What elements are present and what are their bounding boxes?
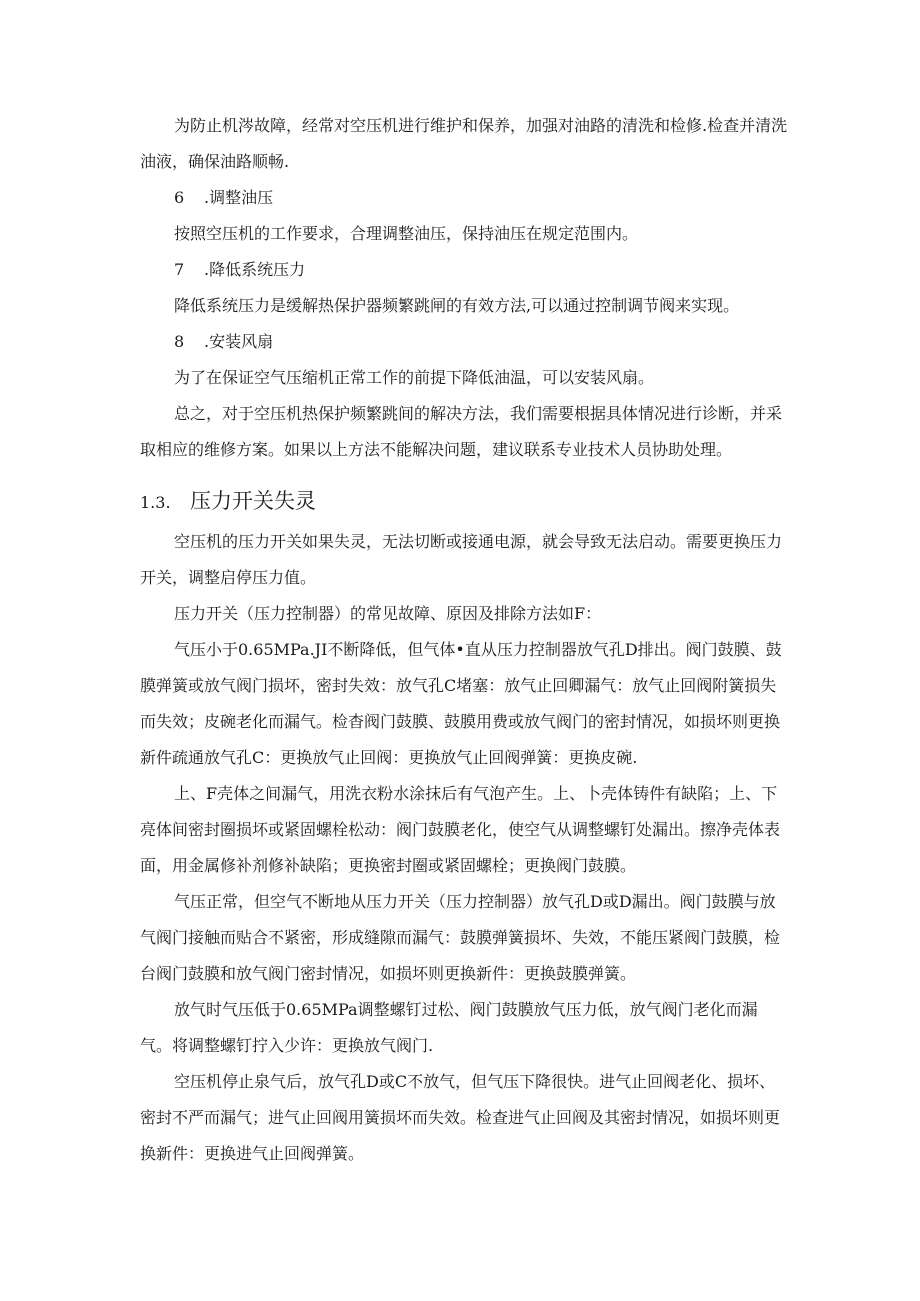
paragraph-install-fan: 为了在保证空气压缩机正常工作的前提下降低油温，可以安装风扇。 [174,368,655,387]
list-item-number: 6 [174,188,185,207]
list-item-number: 7 [174,260,185,279]
paragraph-lower-system-pressure: 降低系统压力是缓解热保护器频繁跳闸的有效方法,可以通过控制调节阀来实现。 [174,296,740,315]
paragraph-fault-housing-leak: 上、F壳体之间漏气，用洗衣粉水涂抹后有气泡产生。上、卜壳体铸件有缺陷；上、下亮体间密封圈损坏或紧固螺栓松动：阀门鼓膜老化，使空气从调整螺钉处漏出。擦净壳体表面，用金属修补剂修补缺陷；更换密封圈或紧固螺栓；更换阀门鼓膜。 [140,784,781,875]
paragraph-fault-low-pressure: 气压小于0.65MPa.JI不断降低，但气体•直从压力控制器放气孔D排出。阀门鼓膜、鼓膜弹簧或放气阀门损坏，密封失效：放气孔C堵塞：放气止回卿漏气：放气止回阀附簧损失而失效；皮碗老化而漏气。检杳阀门鼓膜、鼓膜用费或放气阀门的密封情况，如损坏则更换新件疏通放气孔C：更换放气止回阀：更换放气止回阀弹簧：更换皮碗. [140,640,782,767]
list-item-install-fan [174,324,273,360]
paragraph-fault-pressure-drop: 空压机停止泉气后，放气孔D或C不放气，但气压下降很快。进气止回阀老化、损坏、密封不严而漏气；进气止回阀用簧损坏而失效。检查进气止回阀及其密封情况，如损坏则更换新件：更换进气止回阀弹簧。 [140,1072,781,1163]
list-item-label: .降低系统压力 [204,260,306,279]
paragraph-oil-maintenance: 为防止机涔故障，经常对空压机进行维护和保养，加强对油路的清洗和检修.检查并清洗油液，确保油路顺畅. [140,116,788,171]
paragraph-fault-release-low: 放气时气压低于0.65MPa调整螺钉过松、阀门鼓膜放气压力低，放气阀门老化而漏气。将调整螺钉拧入少许：更换放气阀门. [140,1000,758,1055]
paragraph-common-faults-intro: 压力开关（压力控制器）的常见故障、原因及排除方法如F： [174,604,602,623]
list-item-number: 8 [174,332,185,351]
paragraph-pressure-switch-failure: 空压机的压力开关如果失灵，无法切断或接通电源，就会导致无法启动。需要更换压力开关，调整启停压力值。 [140,532,783,587]
list-item-lower-system-pressure [174,252,305,288]
paragraph-fault-normal-pressure-leak: 气压正常，但空气不断地从压力开关（压力控制器）放气孔D或D漏出。阀门鼓膜与放气阀门接触而贴合不紧密，形成缝隙而漏气：鼓膜弹簧损坏、失效，不能压紧阀门鼓膜，检台阀门鼓膜和放气阀门密封情况，如损坏则更换新件：更换鼓膜弹簧。 [140,892,781,983]
paragraph-adjust-oil-pressure: 按照空压机的工作要求，合理调整油压，保持油压在规定范围内。 [174,224,639,243]
section-title: 压力开关失灵 [190,489,316,513]
section-heading [140,485,316,515]
paragraph-summary: 总之，对于空压机热保护频繁跳间的解决方法，我们需要根据具体情况进行诊断，并采取相应的维修方案。如果以上方法不能解决问题，建议联系专业技术人员协助处理。 [140,404,783,459]
list-item-label: .安装风扇 [204,332,274,351]
list-item-label: .调整油压 [204,188,274,207]
list-item-adjust-oil-pressure [174,180,273,216]
section-number: 1.3. [140,493,171,512]
